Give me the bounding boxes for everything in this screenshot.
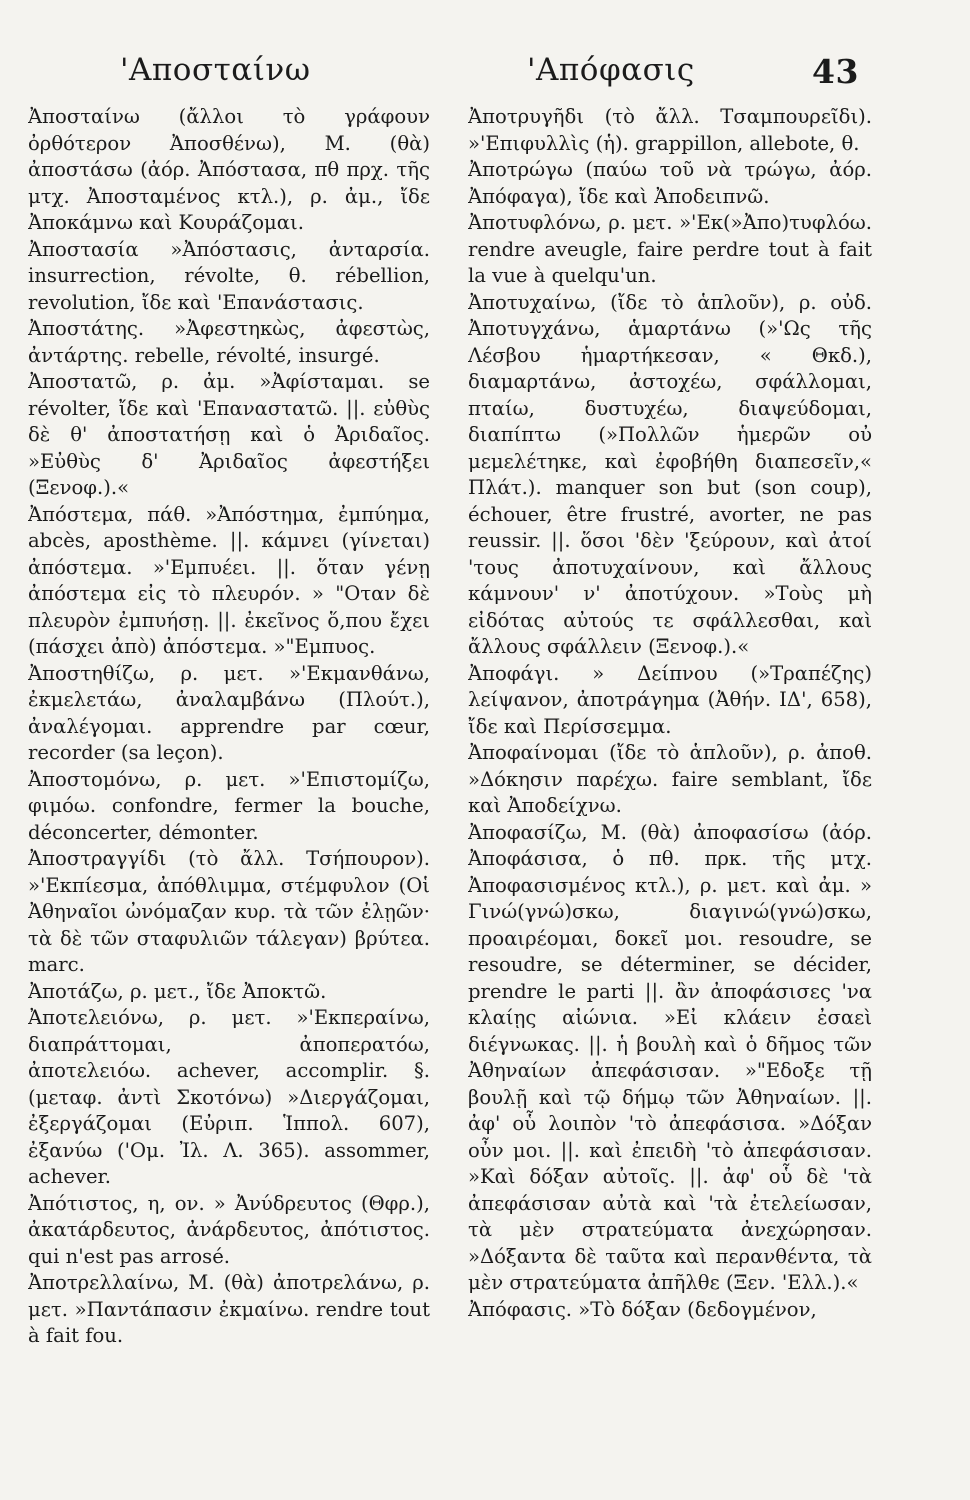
dictionary-entry: Ἀποστηθίζω, ρ. μετ. »'Εκμανθάνω, ἐκμελετάω, ἀναλαμβάνω (Πλούτ.), ἀναλέγομαι. apprendre par cœur, recorder (sa leçon).: [28, 661, 430, 764]
dictionary-entry: Ἀποτελειόνω, ρ. μετ. »'Εκπεραίνω, διαπράττομαι, ἀποπερατόω, ἀποτελειόω. achever, accomplir. §. (μεταφ. ἀντὶ Σκοτόνω) »Διεργάζομαι, ἐξεργάζομαι (Εὐριπ. Ἱππολ. 607), ἐξανύω ('Ομ. Ἰλ. Λ. 365). assommer, achever.: [28, 1006, 430, 1188]
dictionary-entry: Ἀποφάγι. » Δείπνου (»Τραπέζης) λείψανον, ἀποτράγημα (Ἀθήν. ΙΔ', 658), ἴδε καὶ Περίσσεμμα.: [468, 661, 872, 738]
dictionary-entry: Ἀποστατῶ, ρ. ἀμ. »Ἀφίσταμαι. se révolter, ἴδε καὶ 'Επαναστατῶ. ||. εὐθὺς δὲ θ' ἀποστατήσῃ καὶ ὁ Ἀριδαῖος. »Εὐθὺς δ' Ἀριδαῖος ἀφεστήξει (Ξενοφ.).«: [28, 370, 430, 499]
dictionary-entry: Ἀποστάτης. »Ἀφεστηκὼς, ἀφεστὼς, ἀντάρτης. rebelle, révolté, insurgé.: [28, 317, 430, 367]
left-column: [28, 104, 430, 1434]
dictionary-entry: Ἀποστραγγίδι (τὸ ἄλλ. Τσήπουρον). »'Εκπίεσμα, ἀπόθλιμμα, στέμφυλον (Οἱ Ἀθηναῖοι ὠνόμαζαν κυρ. τὰ τῶν ἐλῃῶν· τὰ δὲ τῶν σταφυλιῶν τάλεγαν) βρύτεα. marc.: [28, 847, 430, 976]
dictionary-entry: Ἀπότιστος, η, ον. » Ἀνύδρευτος (Θφρ.), ἀκατάρδευτος, ἀνάρδευτος, ἀπότιστος. qui n'est pas arrosé.: [28, 1191, 430, 1268]
running-head-left: 'Αποσταίνω: [120, 52, 311, 88]
running-head-right: 'Απόφασις: [527, 52, 695, 88]
dictionary-entry: Ἀποτυφλόνω, ρ. μετ. »'Εκ(»Ἀπο)τυφλόω. rendre aveugle, faire perdre tout à fait la vue à quelqu'un.: [468, 211, 872, 287]
dictionary-entry: Ἀποτρώγω (παύω τοῦ νὰ τρώγω, ἀόρ. Ἀπόφαγα), ἴδε καὶ Ἀποδειπνῶ.: [468, 158, 872, 208]
dictionary-entry: Ἀπόστεμα, πάθ. »Ἀπόστημα, ἐμπύημα, abcès, aposthème. ||. κάμνει (γίνεται) ἀπόστεμα. »'Εμπυέει. ||. ὅταν γένῃ ἀπόστεμα εἰς τὸ πλευρόν. » "Οταν δὲ πλευρὸν ἐμπυήσῃ. ||. ἐκεῖνος ὅ,που ἔχει (πάσχει ἀπὸ) ἀπόστεμα. »"Εμπυος.: [28, 502, 430, 658]
dictionary-entry: Ἀποστασία »Ἀπόστασις, ἀνταρσία. insurrection, révolte, θ. rébellion, revolution, ἴδε καὶ 'Επανάστασις.: [28, 237, 430, 314]
dictionary-entry: Ἀποτάζω, ρ. μετ., ἴδε Ἀποκτῶ.: [28, 979, 327, 1003]
right-column: [468, 104, 872, 1434]
dictionary-entry: Ἀποσταίνω (ἄλλοι τὸ γράφουν ὀρθότερον Ἀποσθένω), Μ. (θὰ) ἀποστάσω (ἀόρ. Ἀπόστασα, πθ πρχ. τῆς μτχ. Ἀποσταμένος κτλ.), ρ. ἀμ., ἴδε Ἀποκάμνω καὶ Κουράζομαι.: [28, 105, 430, 234]
dictionary-entry: Ἀποτρελλαίνω, Μ. (θὰ) ἀποτρελάνω, ρ. μετ. »Παντάπασιν ἐκμαίνω. rendre tout à fait fou.: [28, 1271, 430, 1347]
dictionary-entry: Ἀποτυχαίνω, (ἴδε τὸ ἁπλοῦν), ρ. οὐδ. Ἀποτυγχάνω, ἁμαρτάνω (»'Ως τῆς Λέσβου ἡμαρτήκεσαν, « Θκδ.), διαμαρτάνω, ἀστοχέω, σφάλλομαι, πταίω, δυστυχέω, διαψεύδομαι, διαπίπτω (»Πολλῶν ἡμερῶν οὐ μεμελέτηκε, καὶ ἐφοβήθη διαπεσεῖν,« Πλάτ.). manquer son but (son coup), échouer, être frustré, avorter, ne pas reussir. ||. ὅσοι 'δὲν 'ξεύρουν, καὶ ἀτοί 'τους ἀποτυχαίνουν, καὶ ἄλλους κάμνουν' ν' ἀποτύχουν. »Τοὺς μὴ εἰδότας αὐτούς τε σφάλλεσθαι, καὶ ἄλλους σφάλλειν (Ξενοφ.).«: [468, 290, 872, 658]
dictionary-entry: Ἀποστομόνω, ρ. μετ. »'Επιστομίζω, φιμόω. confondre, fermer la bouche, déconcerter, démonter.: [28, 767, 430, 844]
dictionary-entry: Ἀποφασίζω, Μ. (θὰ) ἀποφασίσω (ἀόρ. Ἀποφάσισα, ὁ πθ. πρκ. τῆς μτχ. Ἀποφασισμένος κτλ.), ρ. μετ. καὶ ἀμ. » Γινώ(γνώ)σκω, διαγινώ(γνώ)σκω, προαιρέομαι, δοκεῖ μοι. resoudre, se resoudre, se déterminer, se décider, prendre le parti ||. ἂν ἀποφάσισες 'να κλαίῃς αἰώνια. »Εἰ κλάειν ἐσαεὶ διέγνωκας. ||. ἡ βουλὴ καὶ ὁ δῆμος τῶν Ἀθηναίων ἀπεφάσισαν. »"Εδοξε τῇ βουλῇ καὶ τῷ δήμῳ τῶν Ἀθηναίων. ||. ἀφ' οὗ λοιπὸν 'τὸ ἀπεφάσισα. »Δόξαν οὖν μοι. ||. καὶ ἐπειδὴ 'τὸ ἀπεφάσισαν. »Καὶ δόξαν αὐτοῖς. ||. ἀφ' οὗ δὲ 'τὰ ἀπεφάσισαν αὐτὰ καὶ 'τὰ ἐτελείωσαν, τὰ μὲν στρατεύματα ἀνεχώρησαν. »Δόξαντα δὲ ταῦτα καὶ περανθέντα, τὰ μὲν στρατεύματα ἀπῆλθε (Ξεν. 'Ελλ.).«: [468, 820, 872, 1294]
page-number: 43: [812, 52, 859, 91]
dictionary-entry: Ἀποφαίνομαι (ἴδε τὸ ἁπλοῦν), ρ. ἀποθ. »Δόκησιν παρέχω. faire semblant, ἴδε καὶ Ἀποδείχνω.: [468, 741, 872, 817]
dictionary-entry: Ἀπόφασις. »Τὸ δόξαν (δεδογμένον,: [468, 1297, 817, 1321]
dictionary-entry: Ἀποτρυγῆδι (τὸ ἄλλ. Τσαμπουρεῖδι). »'Επιφυλλὶς (ἡ). grappillon, allebote, θ.: [468, 105, 872, 155]
